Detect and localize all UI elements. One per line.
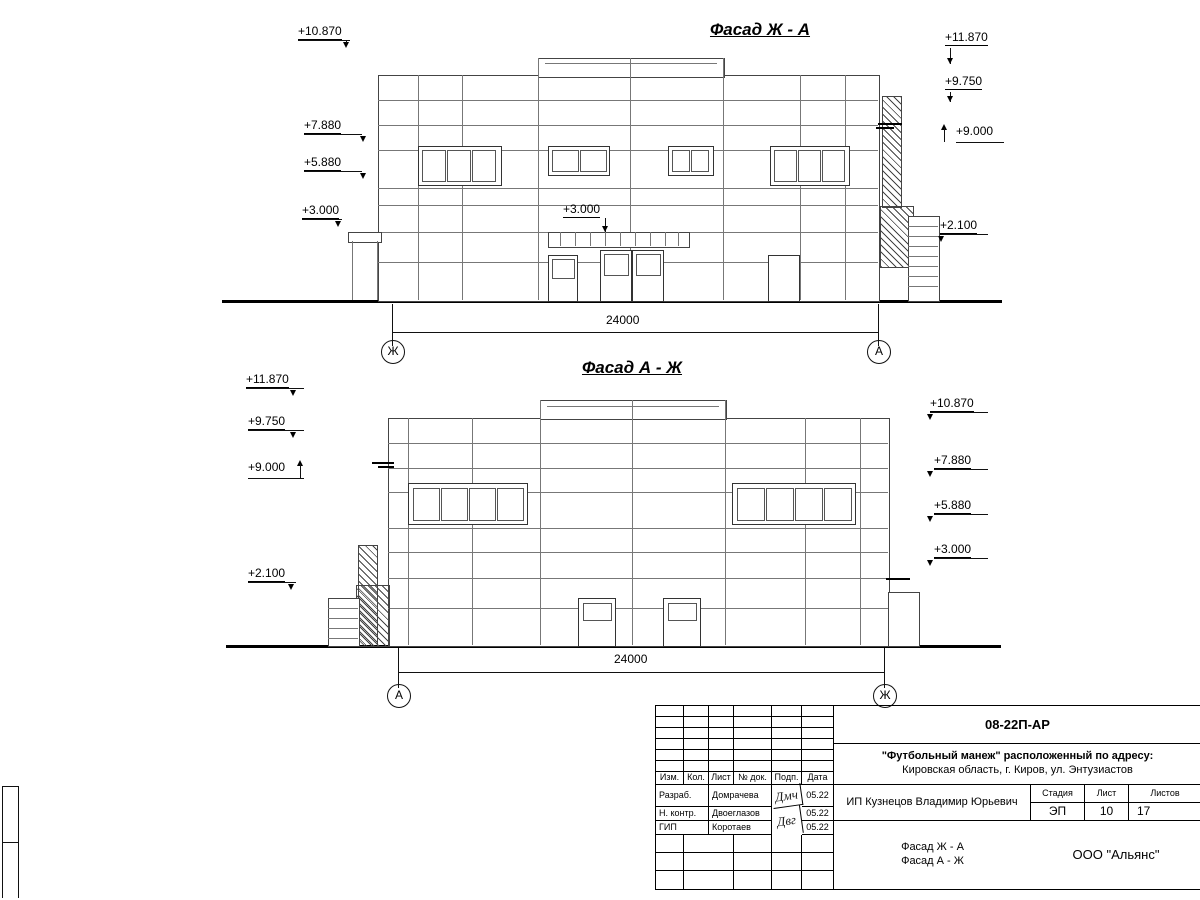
level-mark: +7.880 bbox=[934, 453, 972, 467]
facade-bottom-main-wall bbox=[388, 418, 890, 647]
side-door bbox=[768, 255, 800, 302]
stair-flight bbox=[908, 216, 940, 302]
stamp-role: ГИП bbox=[656, 821, 709, 835]
company-name: ООО "Альянс" bbox=[1072, 847, 1160, 863]
window bbox=[548, 146, 610, 176]
stamp-date: 05.22 bbox=[802, 821, 834, 835]
level-mark: +5.880 bbox=[934, 498, 972, 512]
stamp-name: Домрачева bbox=[709, 785, 772, 807]
level-mark: +9.750 bbox=[945, 74, 983, 88]
level-mark: +11.870 bbox=[945, 30, 988, 44]
level-mark: +9.000 bbox=[956, 124, 994, 138]
sheet-name-line1: Фасад Ж - А bbox=[901, 841, 964, 854]
object-title bbox=[834, 744, 1200, 785]
dimension-line bbox=[392, 332, 878, 333]
facade-bottom-parapet bbox=[540, 400, 727, 420]
stamp-signature: Двг bbox=[770, 805, 804, 837]
dimension-label: 24000 bbox=[614, 652, 648, 666]
window bbox=[408, 483, 528, 525]
stamp-date: 05.22 bbox=[802, 785, 834, 807]
facade-top-title: Фасад Ж - А bbox=[709, 20, 811, 39]
axis-bubble-right: А bbox=[867, 340, 891, 364]
stamp-name: Коротаев bbox=[709, 821, 772, 835]
stamp-name: Двоеглазов bbox=[709, 807, 772, 821]
annex bbox=[888, 592, 920, 647]
axis-bubble-left: А bbox=[387, 684, 411, 708]
facade-top-parapet bbox=[538, 58, 725, 78]
door bbox=[663, 598, 701, 647]
object-title-line1: "Футбольный манеж" расположенный по адресу: bbox=[881, 750, 1154, 763]
customer-name: ИП Кузнецов Владимир Юрьевич bbox=[834, 785, 1031, 821]
level-mark: +10.870 bbox=[298, 24, 342, 38]
stage-value: ЭП bbox=[1031, 803, 1085, 821]
entrance-door bbox=[600, 250, 632, 302]
level-mark: +2.100 bbox=[940, 218, 978, 232]
stamp-col-header: № док. bbox=[734, 772, 772, 785]
level-mark: +11.870 bbox=[246, 372, 289, 386]
entrance-door bbox=[548, 255, 578, 302]
stamp-col-header: Подп. bbox=[772, 772, 802, 785]
stamp-date: 05.22 bbox=[802, 807, 834, 821]
stamp-col-header: Лист bbox=[709, 772, 734, 785]
stage-header: Стадия bbox=[1031, 785, 1085, 803]
level-mark: +2.100 bbox=[248, 566, 286, 580]
facade-bottom-title: Фасад А - Ж bbox=[581, 358, 683, 377]
door bbox=[578, 598, 616, 647]
level-mark: +3.000 bbox=[302, 203, 340, 217]
level-mark: +9.750 bbox=[248, 414, 286, 428]
object-title-line2: Кировская область, г. Киров, ул. Энтузиастов bbox=[902, 764, 1133, 776]
dimension-label: 24000 bbox=[606, 313, 640, 327]
level-mark: +3.000 bbox=[934, 542, 972, 556]
entrance-canopy bbox=[548, 232, 690, 248]
stamp-col-header: Дата bbox=[802, 772, 834, 785]
entrance-door bbox=[632, 250, 664, 302]
sheet-value: 10 bbox=[1085, 803, 1129, 821]
sheet-name-line2: Фасад А - Ж bbox=[901, 855, 964, 867]
axis-bubble-right: Ж bbox=[873, 684, 897, 708]
window bbox=[418, 146, 502, 186]
level-mark: +10.870 bbox=[930, 396, 974, 410]
drawing-code: 08-22П-АР bbox=[834, 706, 1200, 744]
level-mark: +7.880 bbox=[304, 118, 342, 132]
stamp-col-header: Изм. bbox=[656, 772, 684, 785]
canopy-visor bbox=[878, 123, 902, 125]
level-mark: +9.000 bbox=[248, 460, 286, 474]
sheet-header: Лист bbox=[1085, 785, 1129, 803]
sheet-name bbox=[834, 821, 1031, 889]
level-mark: +3.000 bbox=[563, 202, 601, 216]
window bbox=[668, 146, 714, 176]
level-mark: +5.880 bbox=[304, 155, 342, 169]
sheets-value: 17 bbox=[1129, 803, 1200, 821]
sheets-header: Листов bbox=[1129, 785, 1200, 803]
axis-bubble-left: Ж bbox=[381, 340, 405, 364]
canopy-visor bbox=[372, 462, 394, 464]
stair-hatch bbox=[356, 585, 390, 647]
stamp-col-header: Кол. bbox=[684, 772, 709, 785]
stamp-role: Н. контр. bbox=[656, 807, 709, 821]
window bbox=[732, 483, 856, 525]
stamp-signature: Дмч bbox=[771, 783, 804, 809]
window bbox=[770, 146, 850, 186]
stamp-role: Разраб. bbox=[656, 785, 709, 807]
stair-flight bbox=[328, 598, 360, 647]
title-block bbox=[655, 705, 1200, 890]
stair-hatch bbox=[882, 96, 902, 208]
dimension-line bbox=[398, 672, 884, 673]
